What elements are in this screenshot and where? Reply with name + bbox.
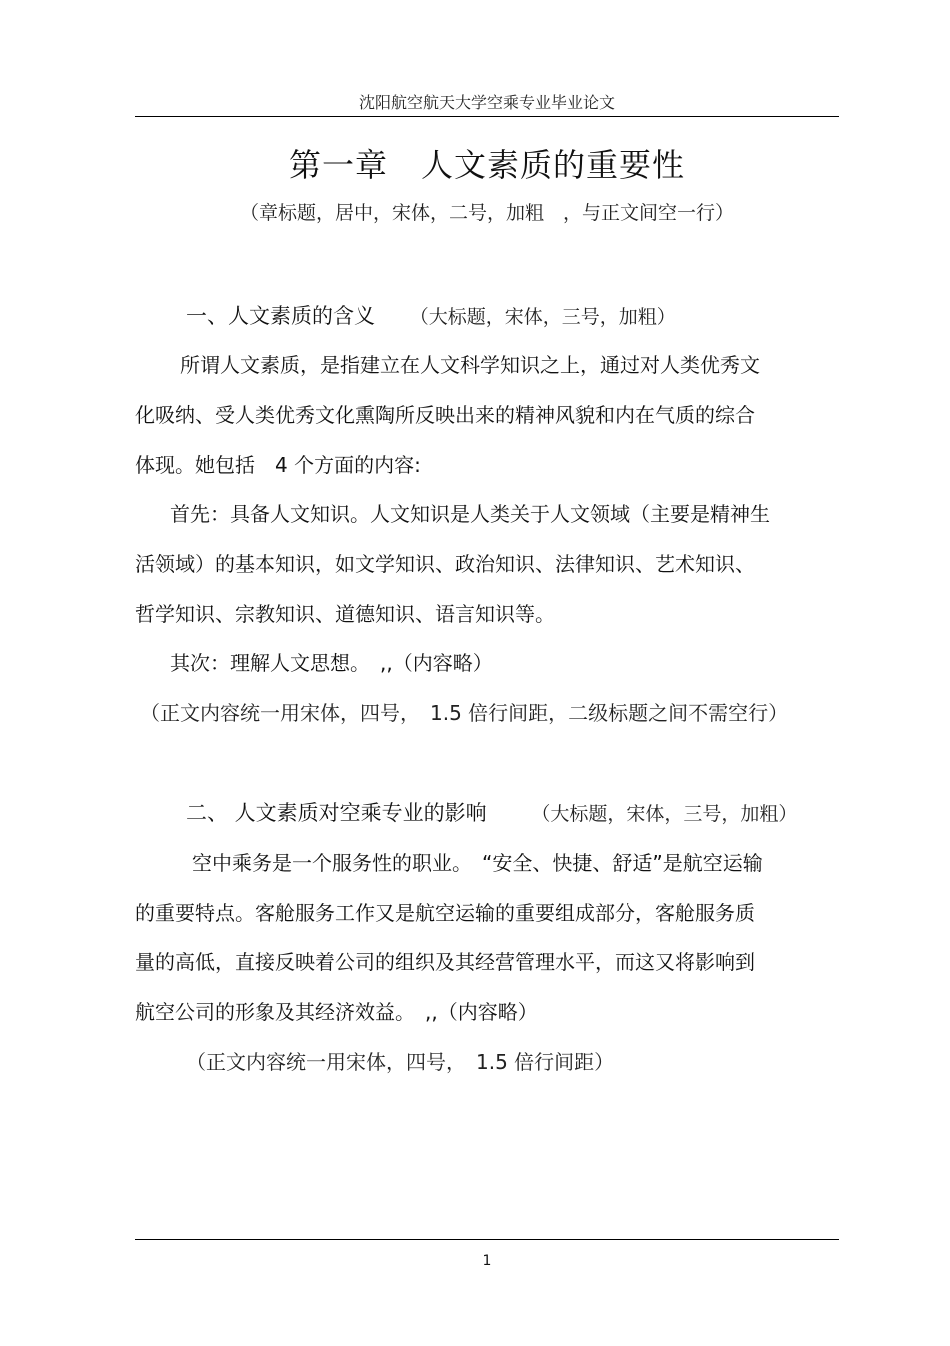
section1-line-1: 所谓人文素质，是指建立在人文科学知识之上，通过对人类优秀文 — [180, 353, 760, 377]
section2-line-1: 空中乘务是一个服务性的职业。 “安全、快捷、舒适”是航空运输 — [192, 851, 763, 875]
chapter-format-note: （章标题，居中，宋体，二号，加粗 ，与正文间空一行） — [239, 202, 734, 224]
section1-format-note: （正文内容统一用宋体，四号， 1.5 倍行间距，二级标题之间不需空行） — [140, 701, 789, 725]
section1-line-6: 哲学知识、宗教知识、道德知识、语言知识等。 — [135, 602, 555, 626]
section2-heading-text: 二、 人文素质对空乘专业的影响 — [186, 801, 487, 825]
section2-format-note: （正文内容统一用宋体，四号， 1.5 倍行间距） — [186, 1050, 615, 1074]
section1-line-5: 活领域）的基本知识，如文学知识、政治知识、法律知识、艺术知识、 — [135, 552, 755, 576]
section1-heading — [186, 300, 676, 330]
section1-line-7: 其次：理解人文思想。 ,,（内容略） — [170, 651, 493, 675]
section2-line-4: 航空公司的形象及其经济效益。 ,,（内容略） — [135, 1000, 538, 1024]
section1-line-3: 体现。她包括 4 个方面的内容: — [135, 453, 421, 477]
page-header: 沈阳航空航天大学空乘专业毕业论文 — [358, 93, 615, 112]
section1-heading-note: （大标题，宋体，三号，加粗） — [409, 306, 676, 328]
section2-line-2: 的重要特点。客舱服务工作又是航空运输的重要组成部分，客舱服务质 — [135, 901, 755, 925]
page-number: 1 — [482, 1253, 492, 1269]
section1-heading-text: 一、人文素质的含义 — [186, 304, 375, 328]
header-rule — [135, 116, 839, 117]
section2-heading-note: （大标题，宋体，三号，加粗） — [531, 803, 798, 825]
chapter-title: 第一章 人文素质的重要性 — [288, 146, 685, 184]
section2-line-3: 量的高低，直接反映着公司的组织及其经营管理水平，而这又将影响到 — [135, 950, 755, 974]
section2-heading — [186, 797, 797, 827]
footer-rule — [135, 1239, 839, 1240]
section1-line-4: 首先：具备人文知识。人文知识是人类关于人文领域（主要是精神生 — [170, 502, 770, 526]
section1-line-2: 化吸纳、受人类优秀文化熏陶所反映出来的精神风貌和内在气质的综合 — [135, 403, 755, 427]
